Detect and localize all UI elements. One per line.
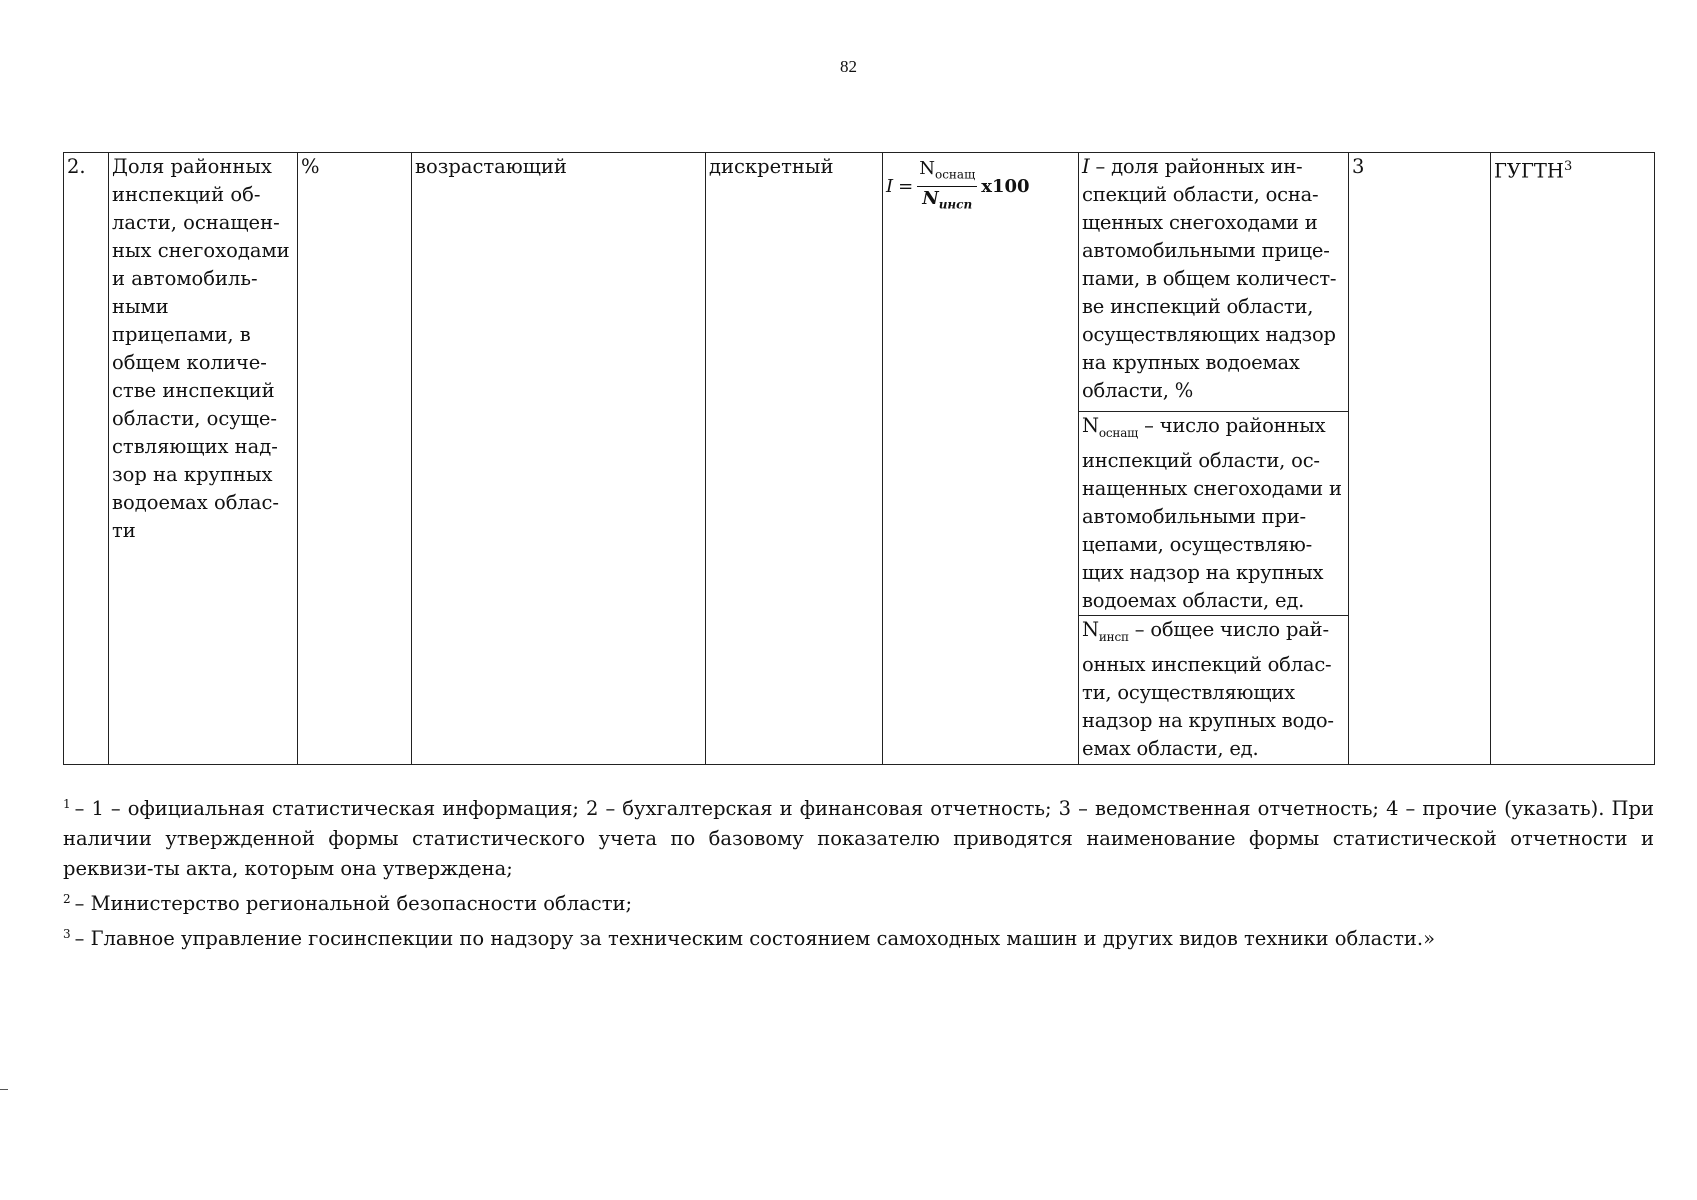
source-cell: 3 [1349, 153, 1491, 765]
indicator-name-cell: Доля районных инспекций об-ласти, оснащен-ных снегоходами и автомобиль-ными прицепами, в общем количе-стве инспекций области, осуще-ствляющих над-зор на крупных водоемах облас-ти [109, 153, 298, 765]
formula-denominator: $N_{инсп}$ [922, 187, 973, 212]
row-number-cell: 2. [64, 153, 109, 765]
variable-description-n-osnasch: $N_{оснащ}$ – число районных инспекций области, ос-нащенных снегоходами и автомобильными при-цепами, осуществляю-щих надзор на крупных водоемах области, ед. [1079, 412, 1349, 616]
variable-description-n-insp: $N_{инсп}$ – общее число рай-онных инспекций облас-ти, осуществляющих надзор на крупных водо-емах области, ед. [1079, 615, 1349, 764]
unit-cell: % [298, 153, 412, 765]
indicator-table [63, 152, 1655, 765]
formula-multiplier: x100 [981, 176, 1030, 198]
formula-fraction [917, 159, 977, 215]
formula [886, 153, 1075, 215]
footnote-2: $^2$ – Министерство региональной безопасности области; [63, 892, 633, 915]
formula-lhs: I [886, 176, 894, 198]
table-row [64, 153, 1655, 412]
variable-description-i: I – доля районных ин-спекций области, осна-щенных снегоходами и автомобильными прице-пами, в общем количест-ве инспекций области, осуществляющих надзор на крупных водоемах области, % [1079, 153, 1349, 412]
formula-numerator: $N_{оснащ}$ [917, 159, 977, 187]
direction-cell: возрастающий [412, 153, 706, 765]
type-cell: дискретный [706, 153, 883, 765]
formula-equals: = [898, 176, 914, 198]
footnotes [63, 789, 1654, 954]
margin-mark [0, 1089, 8, 1090]
variable-symbol: $N_{инсп}$ [1082, 617, 1129, 644]
variable-symbol: $N_{оснащ}$ [1082, 414, 1139, 440]
footnote-3: $^3$ – Главное управление госинспекции по надзору за техническим состоянием самоходных машин и других видов техники области.» [63, 927, 1436, 950]
formula-cell [883, 153, 1079, 765]
responsible-cell: ГУГТН$^3$ [1491, 153, 1655, 765]
footnote-1: $^1$ – 1 – официальная статистическая информация; 2 – бухгалтерская и финансовая отчетность; 3 – ведомственная отчетность; 4 – прочие (указать). При наличии утвержденной формы статистического учета по базовому показателю приводятся наименование формы статистической отчетности и реквизи-ты акта, которым она утверждена; [63, 797, 1654, 880]
page-number: 82 [840, 57, 857, 76]
